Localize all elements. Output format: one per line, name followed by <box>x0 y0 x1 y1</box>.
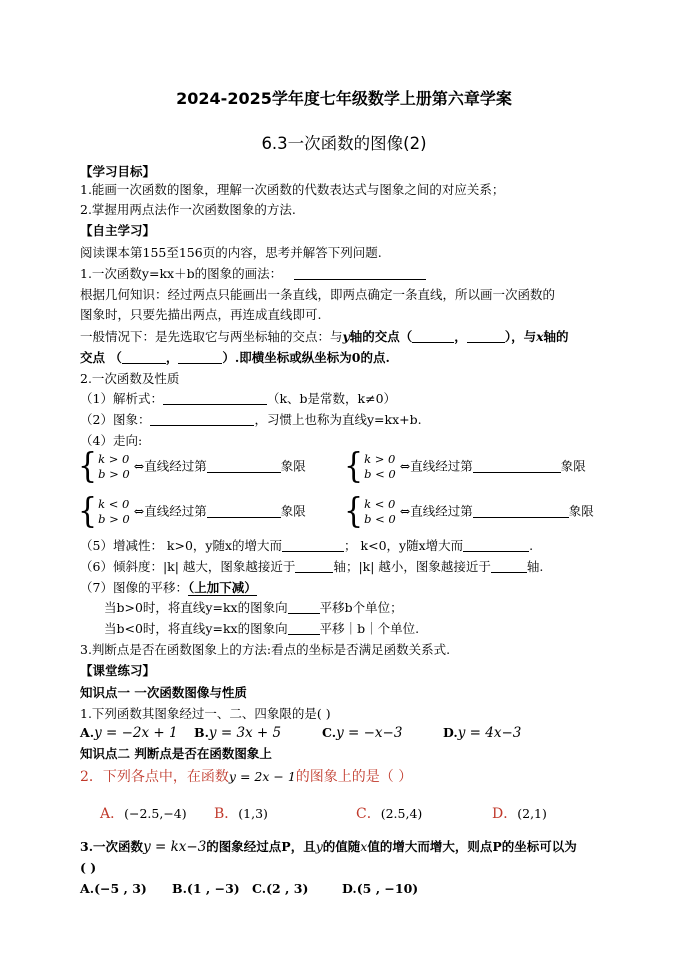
answer-blank[interactable] <box>473 505 569 518</box>
text: ，且 <box>290 839 316 854</box>
condition-k: k < 0 <box>364 497 396 511</box>
practice-heading: 【课堂练习】 <box>80 663 156 678</box>
text: （6）倾斜度：|k| 越大，图象越接近于 <box>80 559 296 574</box>
shift-rule-2 <box>104 620 419 638</box>
answer-blank[interactable] <box>294 267 426 280</box>
condition-system <box>344 491 396 532</box>
answer-blank[interactable] <box>491 560 527 573</box>
text: . <box>529 538 534 553</box>
condition-system <box>344 446 396 487</box>
text: P <box>281 839 291 854</box>
text: 直线经过第 <box>144 458 207 474</box>
text: 的坐标可以为 <box>501 839 577 854</box>
trend-case-kneg-bneg <box>344 491 594 532</box>
condition-system <box>78 446 130 487</box>
text: 象限 <box>568 503 594 519</box>
option-point: (2.5,4) <box>380 806 423 821</box>
text: 直线经过第 <box>144 503 207 519</box>
text: （2）图象： <box>80 412 151 427</box>
answer-blank[interactable] <box>288 622 320 635</box>
option-label: D． <box>492 806 518 822</box>
option-label: D. <box>443 725 458 740</box>
option-point: (1 , −3) <box>186 881 240 896</box>
goal-item-2: 2.掌握用两点法作一次函数图象的方法. <box>80 202 296 217</box>
text: （k、b是常数，k≠0） <box>266 391 397 406</box>
option-label: A. <box>80 881 95 896</box>
exercise-3-option-a[interactable] <box>80 880 147 898</box>
answer-blank[interactable] <box>178 351 222 364</box>
text: 象限 <box>560 458 586 474</box>
answer-blank[interactable] <box>282 539 344 552</box>
option-point: (5 , −10) <box>356 881 419 896</box>
exercise-2-option-d[interactable] <box>492 804 547 824</box>
property-6 <box>80 558 543 576</box>
text: ， <box>165 350 179 365</box>
text: 的点. <box>360 350 390 365</box>
text: y <box>315 839 323 854</box>
lesson-subtitle: 6.3一次函数的图像(2) <box>261 134 427 153</box>
answer-blank[interactable] <box>207 505 281 518</box>
property-7 <box>80 579 257 597</box>
text: 的图象上的是（ ） <box>295 769 413 785</box>
shift-rule-1 <box>104 599 403 617</box>
reason-line-2: 图象时，只要先描出两点，再连成直线即可. <box>80 307 322 322</box>
option-label: C. <box>252 881 267 896</box>
equivalence-icon: ⇔ <box>399 503 411 519</box>
text: 的值随 <box>322 839 361 854</box>
exercise-3-answer-paren: ( ) <box>80 860 97 875</box>
trend-case-kneg-bpos <box>78 491 306 532</box>
reason-line-1: 根据几何知识：经过两点只能画出一条直线，即两点确定一条直线，所以画一次函数的 <box>80 287 556 302</box>
option-label: C． <box>356 806 381 822</box>
text: 一般情况下：是先选取它与两坐标轴的交点：与 <box>80 329 343 344</box>
text: 轴；|k| 越小，图象越接近于 <box>333 559 491 574</box>
condition-k: k < 0 <box>98 497 130 511</box>
text: 值的增大而增大，则点 <box>367 839 493 854</box>
answer-blank[interactable] <box>295 560 333 573</box>
text: 轴的 <box>543 329 569 344</box>
exercise-3-option-c[interactable] <box>252 880 308 898</box>
condition-b: b > 0 <box>98 512 130 526</box>
answer-blank[interactable] <box>467 330 505 343</box>
text: ，习惯上也称为直线y=kx+b. <box>254 412 422 427</box>
text: 平移b个单位； <box>319 600 403 615</box>
option-point: (2,1) <box>517 806 547 821</box>
option-label: B. <box>172 881 187 896</box>
text: 2．下列各点中，在函数 <box>80 769 229 785</box>
text: （5）增减性： k>0，y随x的增大而 <box>80 538 283 553</box>
condition-k: k > 0 <box>364 452 396 466</box>
question-1-text: 1.一次函数y=kx＋b的图象的画法： <box>80 266 283 281</box>
document-title: 2024-2025学年度七年级数学上册第六章学案 <box>176 89 512 108</box>
option-point: (2 , 3) <box>266 881 309 896</box>
exercise-1-option-b[interactable] <box>194 724 281 742</box>
question-2: 2.一次函数及性质 <box>80 371 180 386</box>
equivalence-icon: ⇔ <box>133 458 145 474</box>
option-point: (−2.5,−4) <box>124 806 187 821</box>
property-1 <box>80 390 396 408</box>
self-study-intro: 阅读课本第155至156页的内容，思考并解答下列问题. <box>80 245 382 260</box>
option-label: B． <box>214 806 239 822</box>
text: 轴. <box>526 559 544 574</box>
condition-k: k > 0 <box>98 452 130 466</box>
exercise-1-option-d[interactable] <box>443 724 521 742</box>
general-case-line-1 <box>80 328 569 346</box>
property-2 <box>80 411 422 429</box>
question-3: 3.判断点是否在函数图象上的方法:看点的坐标是否满足函数关系式. <box>80 642 451 657</box>
option-label: B. <box>194 725 209 740</box>
answer-blank[interactable] <box>412 330 454 343</box>
option-expr: y = 4x−3 <box>457 725 522 741</box>
option-label: A. <box>80 725 95 740</box>
text: x <box>360 839 368 854</box>
text: 的图象经过点 <box>206 839 282 854</box>
answer-blank[interactable] <box>207 460 281 473</box>
text: x <box>536 329 544 344</box>
option-label: A． <box>100 806 125 822</box>
question-1 <box>80 265 426 283</box>
text: （1）解析式： <box>80 391 163 406</box>
exercise-1-option-c[interactable] <box>322 724 402 742</box>
condition-system <box>78 491 130 532</box>
property-5 <box>80 537 533 555</box>
exercise-3-option-d[interactable] <box>342 880 418 898</box>
exercise-2-option-a[interactable] <box>100 804 187 824</box>
condition-b: b < 0 <box>364 512 396 526</box>
answer-blank[interactable] <box>473 460 561 473</box>
text: P <box>492 839 502 854</box>
text: 交点 （ <box>80 350 122 365</box>
option-expr: y = −x−3 <box>336 725 403 741</box>
text: 轴的交点（ <box>349 329 413 344</box>
answer-blank[interactable] <box>122 351 166 364</box>
equivalence-icon: ⇔ <box>399 458 411 474</box>
general-case-line-2 <box>80 349 390 367</box>
answer-blank[interactable] <box>150 413 254 426</box>
condition-b: b < 0 <box>364 467 396 481</box>
exercise-1-option-a[interactable] <box>80 724 178 742</box>
exercise-3-option-b[interactable] <box>172 880 240 898</box>
text: 平移｜b｜个单位. <box>319 621 420 636</box>
text: 3.一次函数 <box>80 839 144 854</box>
brace-icon: { <box>344 446 364 487</box>
trend-case-kpos-bpos <box>78 446 306 487</box>
exercise-2 <box>80 767 412 787</box>
brace-icon: { <box>344 491 364 532</box>
condition-b: b > 0 <box>98 467 130 481</box>
answer-blank[interactable] <box>463 539 529 552</box>
knowledge-point-2: 知识点二 判断点是否在函数图象上 <box>80 746 272 761</box>
goals-heading: 【学习目标】 <box>80 164 156 179</box>
knowledge-point-1: 知识点一 一次函数图像与性质 <box>80 685 247 700</box>
exercise-1: 1.下列函数其图象经过一、二、四象限的是( ) <box>80 706 331 721</box>
option-expr: y = −2x + 1 <box>94 725 178 741</box>
text: ， <box>454 329 467 344</box>
goal-item-1: 1.能画一次函数的图象，理解一次函数的代数表达式与图象之间的对应关系； <box>80 182 505 197</box>
function-expr: y = kx−3 <box>143 839 207 855</box>
self-study-heading: 【自主学习】 <box>80 223 156 238</box>
text: 象限 <box>280 503 306 519</box>
text: 直线经过第 <box>410 458 473 474</box>
text: 当b<0时，将直线y=kx的图象向 <box>104 621 288 636</box>
option-expr: y = 3x + 5 <box>208 725 282 741</box>
brace-icon: { <box>78 491 98 532</box>
property-4: （4）走向: <box>80 433 143 448</box>
text: 象限 <box>280 458 306 474</box>
trend-case-kpos-bneg <box>344 446 586 487</box>
text: 0 <box>351 350 361 365</box>
option-point: (−5 , 3) <box>94 881 147 896</box>
text: 当b>0时，将直线y=kx的图象向 <box>104 600 288 615</box>
option-label: C. <box>322 725 337 740</box>
answer-blank[interactable] <box>163 392 267 405</box>
text: ； k<0，y随x增大而 <box>344 538 464 553</box>
text: （7）图像的平移： <box>80 580 188 595</box>
text: ），与 <box>504 329 537 344</box>
text: （上加下减） <box>187 580 257 595</box>
answer-blank[interactable] <box>288 601 320 614</box>
brace-icon: { <box>78 446 98 487</box>
exercise-2-option-c[interactable] <box>356 804 422 824</box>
text: 直线经过第 <box>410 503 473 519</box>
equivalence-icon: ⇔ <box>133 503 145 519</box>
exercise-2-option-b[interactable] <box>214 804 268 824</box>
text: ）.即横坐标或纵坐标为 <box>222 350 352 365</box>
option-label: D. <box>342 881 357 896</box>
exercise-3 <box>80 838 577 856</box>
text: y <box>342 329 350 344</box>
function-expr: y = 2x − 1 <box>228 769 296 784</box>
option-point: (1,3) <box>238 806 268 821</box>
